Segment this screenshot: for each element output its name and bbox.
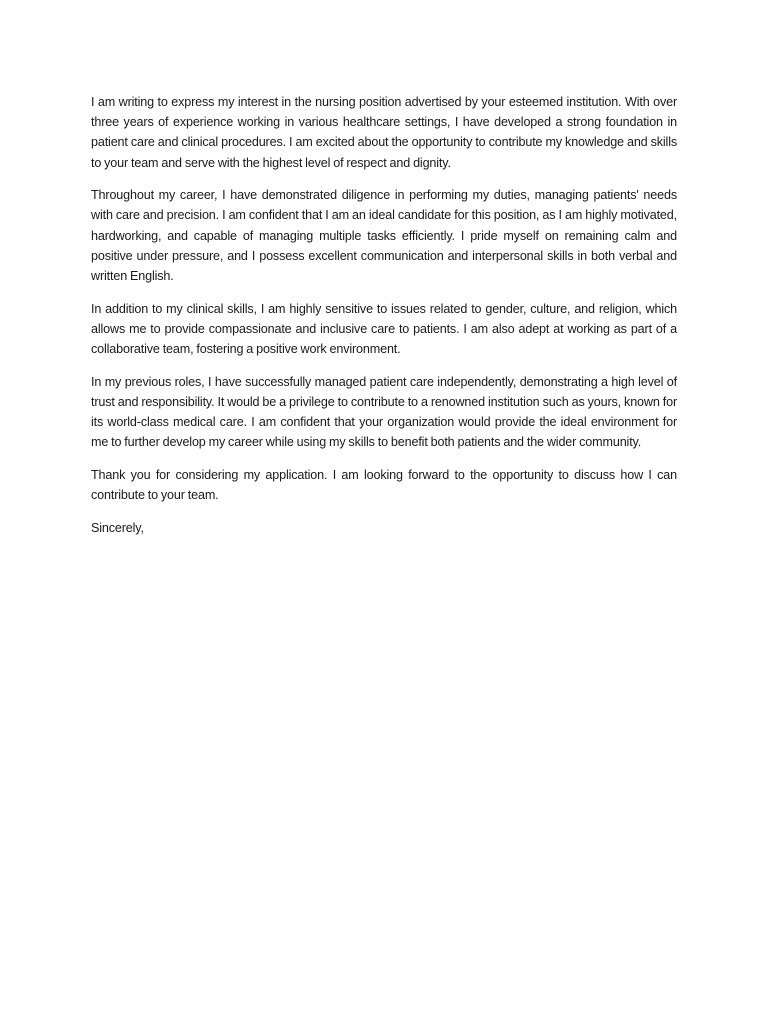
paragraph-career: Throughout my career, I have demonstrated diligence in performing my duties, managing patients' needs with care and precision. I am confident that I am an ideal candidate for this position, as I am highly motivated, hardworking, and capable of managing multiple tasks efficiently. I pride myself on remaining calm and positive under pressure, and I possess excellent communication and interpersonal skills in both verbal and written English. bbox=[91, 188, 677, 284]
paragraph-intro: I am writing to express my interest in the nursing position advertised by your esteemed institution. With over three years of experience working in various healthcare settings, I have developed a strong foundation in patient care and clinical procedures. I am excited about the opportunity to contribute my knowledge and skills to your team and serve with the highest level of respect and dignity. bbox=[91, 95, 677, 170]
paragraph-clinical-skills: In addition to my clinical skills, I am highly sensitive to issues related to gender, culture, and religion, which allows me to provide compassionate and inclusive care to patients. I am also adept at working as part of a collaborative team, fostering a positive work environment. bbox=[91, 301, 677, 357]
closing-salutation: Sincerely, bbox=[91, 520, 144, 535]
paragraph-previous-roles: In my previous roles, I have successfully managed patient care independently, demonstrating a high level of trust and responsibility. It would be a privilege to contribute to a renowned institution such as yours, known for its world-class medical care. I am confident that your organization would provide the ideal environment for me to further develop my career while using my skills to benefit both patients and the wider community. bbox=[91, 374, 677, 450]
letter-body bbox=[91, 92, 677, 538]
paragraph-thank-you: Thank you for considering my application. I am looking forward to the opportunity to discuss how I can contribute to your team. bbox=[91, 467, 677, 503]
